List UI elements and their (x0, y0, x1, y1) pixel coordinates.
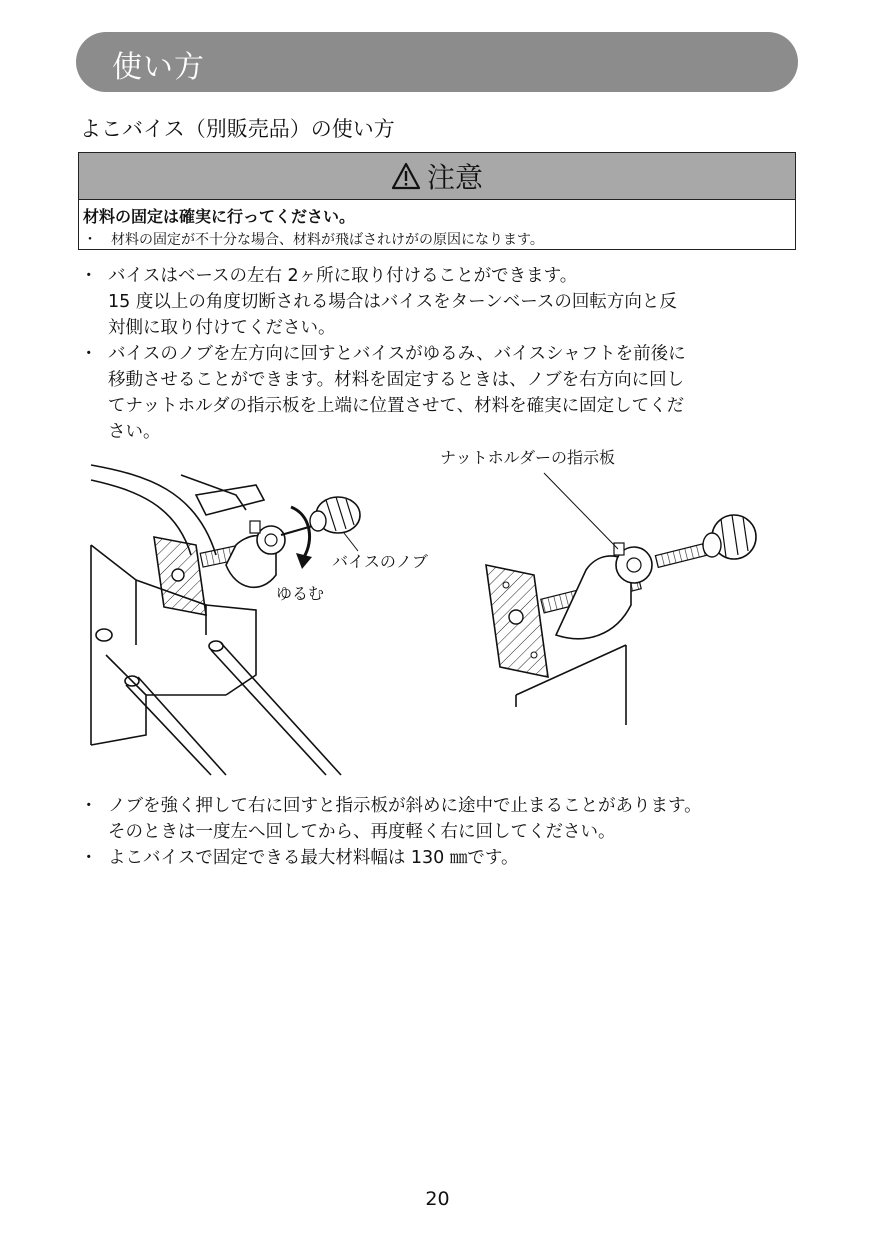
list-item (78, 793, 808, 845)
label-loosen: ゆるむ (276, 584, 325, 603)
vise-screw-right (541, 542, 712, 638)
list-line: よこバイスで固定できる最大材料幅は 130 ㎜です。 (108, 848, 519, 868)
list-line: 移動させることができます。材料を固定するときは、ノブを右方向に回し (108, 370, 685, 390)
list-line: ノブを強く押して右に回すと指示板が斜めに途中で止まることがあります。 (108, 796, 702, 816)
list-item (78, 845, 808, 871)
list-line: バイスのノブを左方向に回すとバイスがゆるみ、バイスシャフトを前後に (108, 344, 686, 364)
loosen-arrow-icon (291, 507, 312, 569)
warning-triangle-icon (391, 162, 421, 190)
list-line: バイスはベースの左右 2ヶ所に取り付けることができます。 (108, 266, 578, 286)
header-bar (76, 32, 798, 92)
caution-box (78, 152, 796, 250)
vise-drawing (86, 445, 776, 785)
vise-plate-left (154, 537, 206, 615)
list-line: てナットホルダの指示板を上端に位置させて、材料を確実に固定してくだ (108, 396, 685, 416)
section-title: よこバイス（別販売品）の使い方 (80, 117, 395, 141)
list-line: さい。 (108, 422, 161, 442)
list-item (78, 263, 800, 341)
guide-rods-left (125, 641, 341, 775)
page-title: 使い方 (112, 50, 205, 85)
vise-illustration (86, 445, 776, 785)
page-number: 20 (425, 1188, 450, 1210)
bullet-dot: ・ (80, 344, 98, 364)
bullet-dot: ・ (80, 848, 98, 868)
vise-knob-left (310, 497, 360, 533)
list-line: 対側に取り付けてください。 (108, 318, 336, 338)
caution-title: 注意 (426, 161, 483, 194)
list-line: そのときは一度左へ回してから、再度軽く右に回してください。 (108, 822, 616, 842)
vise-plate-right (486, 565, 548, 677)
bullet-dot: ・ (80, 796, 98, 816)
caution-header (79, 153, 795, 200)
label-indicator-plate: ナットホルダーの指示板 (440, 448, 616, 467)
list-line: 15 度以上の角度切断される場合はバイスをターンベースの回転方向と反 (108, 292, 677, 312)
list-item (78, 341, 800, 445)
instruction-list (78, 263, 800, 445)
caution-item: ・ 材料の固定が不十分な場合、材料が飛ばされけがの原因になります。 (83, 232, 544, 248)
note-list (78, 793, 808, 871)
caution-lead: 材料の固定は確実に行ってください。 (83, 207, 356, 226)
bullet-dot: ・ (80, 266, 98, 286)
vise-knob-right (703, 515, 756, 559)
label-vise-knob: バイスのノブ (332, 552, 428, 571)
